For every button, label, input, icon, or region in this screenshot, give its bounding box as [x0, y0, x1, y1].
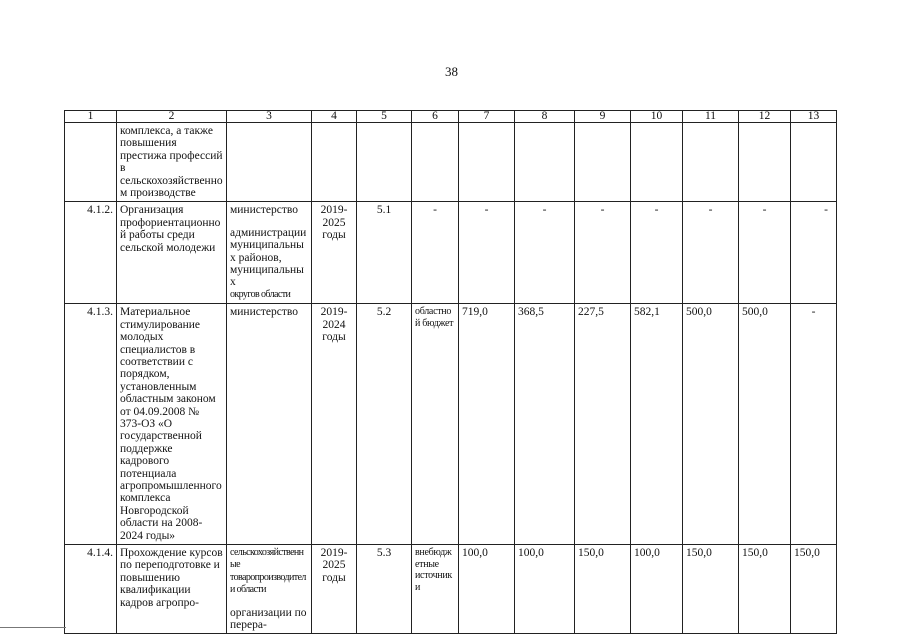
target-ref: 5.2 — [357, 304, 412, 545]
col-header: 6 — [412, 111, 459, 123]
measure-name: Материальное стимулирование молодых специалистов в соответствии с порядком, установленным областным законом от 04.09.2008 № 373-ОЗ «О государственной поддержке кадрового потенциала агропромышленного комплекса Новгородской области на 2008-2024 годы» — [117, 304, 227, 545]
col-header: 5 — [357, 111, 412, 123]
col-header: 8 — [515, 111, 575, 123]
table-row — [65, 202, 837, 304]
executor — [227, 202, 312, 304]
col-header: 9 — [575, 111, 631, 123]
value-cell: - — [575, 202, 631, 304]
col-header: 4 — [312, 111, 357, 123]
value-cell — [791, 123, 837, 202]
value-cell: - — [739, 202, 791, 304]
executor: министерство — [227, 304, 312, 545]
value-cell: 100,0 — [631, 545, 683, 634]
header-row — [65, 111, 837, 123]
value-cell — [739, 123, 791, 202]
value-cell: 719,0 — [459, 304, 515, 545]
executor-line: округов области — [230, 288, 291, 300]
value-cell: - — [683, 202, 739, 304]
executor-line: организации по перера- — [230, 606, 307, 632]
value-cell: 227,5 — [575, 304, 631, 545]
value-cell — [631, 123, 683, 202]
value-cell — [459, 123, 515, 202]
target-ref: 5.1 — [357, 202, 412, 304]
col-header: 2 — [117, 111, 227, 123]
col-header: 12 — [739, 111, 791, 123]
value-cell: 582,1 — [631, 304, 683, 545]
value-cell: 150,0 — [575, 545, 631, 634]
value-cell: 500,0 — [739, 304, 791, 545]
target-ref: 5.3 — [357, 545, 412, 634]
value-cell: 100,0 — [515, 545, 575, 634]
term: 2019-2024 годы — [312, 304, 357, 545]
row-number: 4.1.3. — [65, 304, 117, 545]
value-cell: 150,0 — [791, 545, 837, 634]
measure-name: комплекса, а также повышения престижа профессий в сельскохозяйственном производстве — [117, 123, 227, 202]
row-number: 4.1.2. — [65, 202, 117, 304]
value-cell: - — [515, 202, 575, 304]
value-cell: 150,0 — [739, 545, 791, 634]
value-cell: 100,0 — [459, 545, 515, 634]
footer-rule — [0, 627, 66, 628]
table-row — [65, 123, 837, 202]
value-cell — [515, 123, 575, 202]
executor — [227, 545, 312, 634]
executor-line: министерство — [230, 204, 298, 217]
funding-source: внебюджетные источники — [412, 545, 459, 634]
col-header: 1 — [65, 111, 117, 123]
program-table — [64, 110, 837, 634]
funding-source: - — [412, 202, 459, 304]
value-cell: - — [631, 202, 683, 304]
col-header: 11 — [683, 111, 739, 123]
table-row — [65, 304, 837, 545]
term: 2019-2025 годы — [312, 545, 357, 634]
col-header: 10 — [631, 111, 683, 123]
target-ref — [357, 123, 412, 202]
table-row — [65, 545, 837, 634]
col-header: 7 — [459, 111, 515, 123]
value-cell: 368,5 — [515, 304, 575, 545]
page-number: 38 — [445, 64, 458, 79]
executor — [227, 123, 312, 202]
term — [312, 123, 357, 202]
value-cell: 150,0 — [683, 545, 739, 634]
value-cell: 500,0 — [683, 304, 739, 545]
value-cell: - — [791, 202, 837, 304]
value-cell: - — [791, 304, 837, 545]
executor-line: администрации муниципальных районов, муниципальных — [230, 226, 307, 289]
funding-source — [412, 123, 459, 202]
col-header: 3 — [227, 111, 312, 123]
funding-source: областной бюджет — [412, 304, 459, 545]
measure-name: Прохождение курсов по переподготовке и повышению квалификации кадров агропро- — [117, 545, 227, 634]
value-cell — [683, 123, 739, 202]
executor-line: сельскохозяйственные товаропроизводители области — [230, 547, 306, 596]
term: 2019-2025 годы — [312, 202, 357, 304]
row-number: 4.1.4. — [65, 545, 117, 634]
row-number — [65, 123, 117, 202]
col-header: 13 — [791, 111, 837, 123]
measure-name: Организация профориентационной работы среди сельской молодежи — [117, 202, 227, 304]
value-cell: - — [459, 202, 515, 304]
value-cell — [575, 123, 631, 202]
